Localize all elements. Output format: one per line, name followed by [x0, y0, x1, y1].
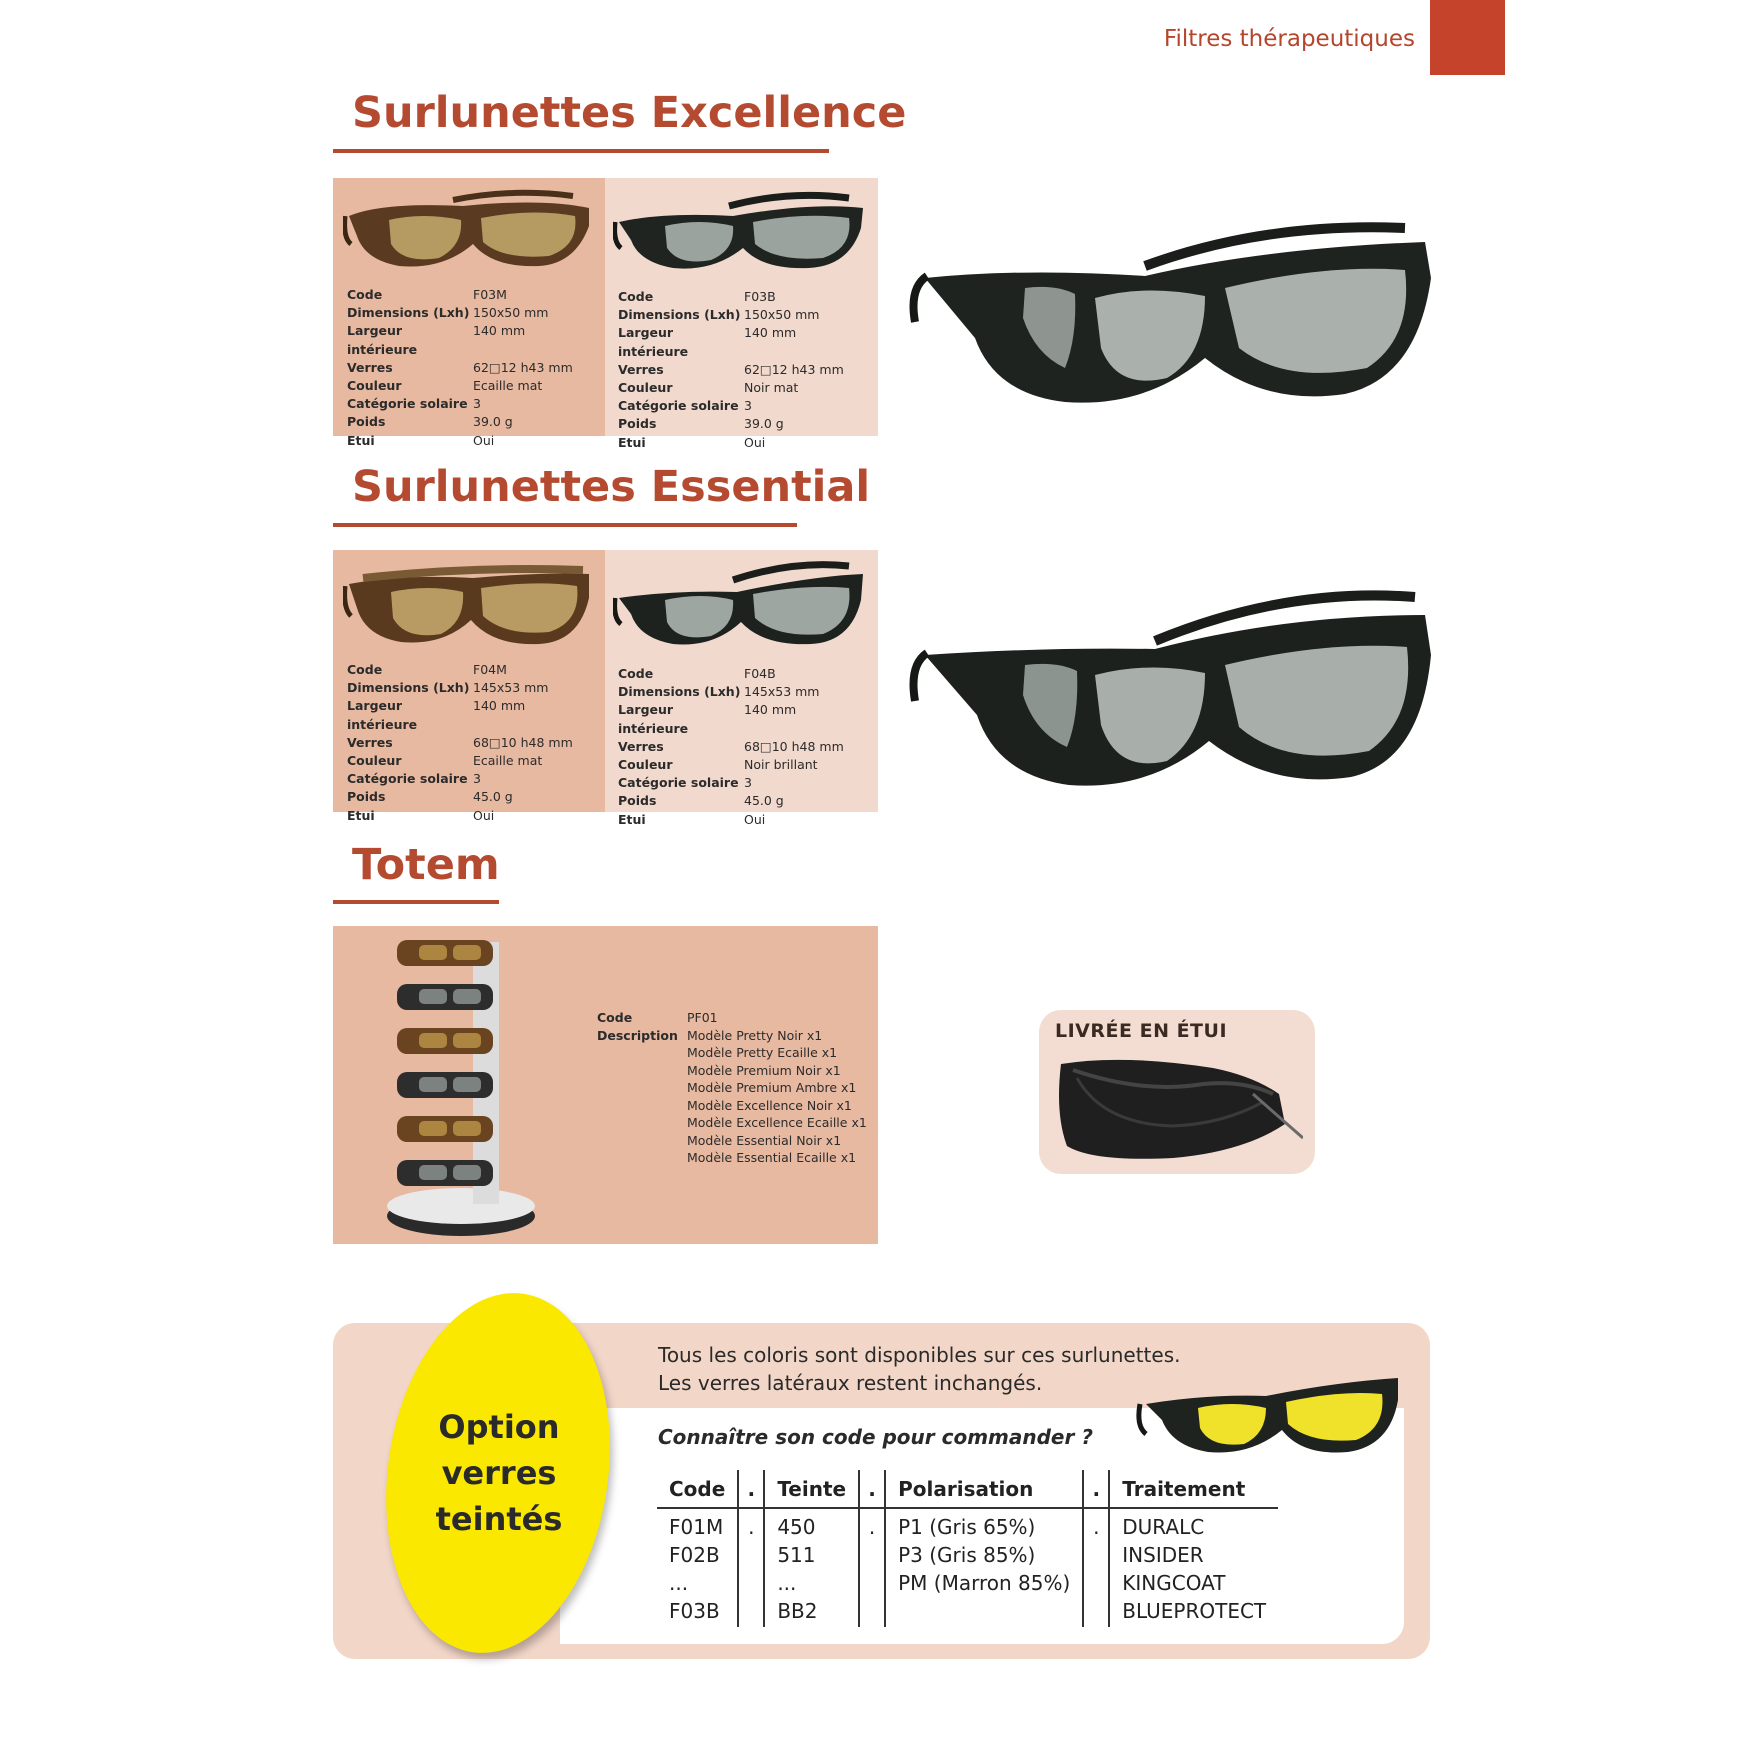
option-info-line-1: Tous les coloris sont disponibles sur ces surlunettes. — [658, 1343, 1181, 1367]
order-code-table: Code . Teinte . Polarisation . Traitement F01M . 450 . P1 (Gris 65%) . DURALC F02B 511 P3 (Gris 85%) INSIDER ... ... PM (Marron 85%) KINGCOAT F03B BB2 BLUEPROTECT — [657, 1470, 1278, 1627]
table-row: F01M . 450 . P1 (Gris 65%) . DURALC — [657, 1508, 1278, 1543]
list-item: Modèle Premium Ambre x1 — [687, 1080, 857, 1095]
spec-list: Code F04M Dimensions (Lxh) 145x53 mm Largeur intérieure 140 mm Verres 68□10 h48 mm Couleur Ecaille mat Catégorie solaire 3 Poids 45.0 g Etui Oui — [347, 662, 573, 823]
totem-title-rule — [333, 900, 499, 904]
col-header-traitement: Traitement — [1109, 1470, 1278, 1508]
product-card-f04m — [333, 550, 605, 823]
product-card-f03b — [605, 178, 878, 450]
col-header-teinte: Teinte — [764, 1470, 859, 1508]
essential-title-rule — [333, 523, 797, 527]
list-item: Modèle Essential Noir x1 — [687, 1132, 842, 1148]
order-code-question: Connaître son code pour commander ? — [658, 1425, 1093, 1449]
list-item: Modèle Essential Ecaille x1 — [687, 1150, 857, 1165]
case-included-label: LIVRÉE EN ÉTUI — [1055, 1020, 1228, 1042]
totem-display-image — [383, 932, 543, 1242]
option-badge-label: Option verres teintés — [435, 1408, 563, 1538]
list-item: Modèle Excellence Noir x1 — [687, 1097, 852, 1113]
excellence-title: Surlunettes Excellence — [352, 88, 907, 138]
table-row: F02B 511 P3 (Gris 85%) INSIDER — [657, 1543, 1278, 1571]
spec-list: Code F04B Dimensions (Lxh) 145x53 mm Largeur intérieure 140 mm Verres 68□10 h48 mm Couleur Noir brillant Catégorie solaire 3 Poids 45.0 g Etui Oui — [618, 666, 844, 827]
spec-list: Code F03M Dimensions (Lxh) 150x50 mm Largeur intérieure 140 mm Verres 62□12 h43 mm Couleur Ecaille mat Catégorie solaire 3 Poids 39.0 g Etui Oui — [347, 287, 573, 448]
essential-large-glasses-image — [905, 585, 1445, 805]
col-header-code: Code — [657, 1470, 738, 1508]
option-info-line-2: Les verres latéraux restent inchangés. — [658, 1371, 1043, 1395]
glasses-tortoise-image — [343, 558, 595, 654]
yellow-lens-glasses-image — [1136, 1364, 1404, 1464]
glasses-tortoise-image — [343, 186, 595, 278]
table-row: ... ... PM (Marron 85%) KINGCOAT — [657, 1571, 1278, 1599]
essential-title: Surlunettes Essential — [352, 462, 871, 512]
list-item: Modèle Premium Noir x1 — [687, 1062, 841, 1078]
col-header-polarisation: Polarisation — [885, 1470, 1083, 1508]
glasses-case-image — [1053, 1054, 1303, 1164]
table-row: F03B BB2 BLUEPROTECT — [657, 1599, 1278, 1627]
list-item: Modèle Pretty Noir x1 — [687, 1027, 823, 1043]
list-item: Modèle Pretty Ecaille x1 — [687, 1045, 838, 1060]
totem-title: Totem — [352, 840, 500, 890]
glasses-black-image — [613, 558, 869, 654]
excellence-large-glasses-image — [905, 218, 1445, 428]
excellence-title-rule — [333, 149, 829, 153]
case-included-card — [1039, 1010, 1315, 1174]
list-item: Modèle Excellence Ecaille x1 — [687, 1115, 867, 1130]
glasses-black-image — [613, 186, 869, 278]
product-card-f03m — [333, 178, 605, 448]
section-tab-marker — [1430, 0, 1505, 75]
totem-spec-list: Code PF01 Description Modèle Pretty Noir x1 Modèle Pretty Ecaille x1 Modèle Premium Noir x1 Modèle Premium Ambre x1 Modèle Excellence Noir x1 Modèle Excellence Ecaille x1 Modèle Essential Noir x1 Modèle Essential Ecaille x1 — [597, 1010, 867, 1165]
section-header-label: Filtres thérapeutiques — [1163, 26, 1415, 52]
product-card-f04b — [605, 550, 878, 827]
spec-list: Code F03B Dimensions (Lxh) 150x50 mm Largeur intérieure 140 mm Verres 62□12 h43 mm Couleur Noir mat Catégorie solaire 3 Poids 39.0 g Etui Oui — [618, 289, 844, 450]
